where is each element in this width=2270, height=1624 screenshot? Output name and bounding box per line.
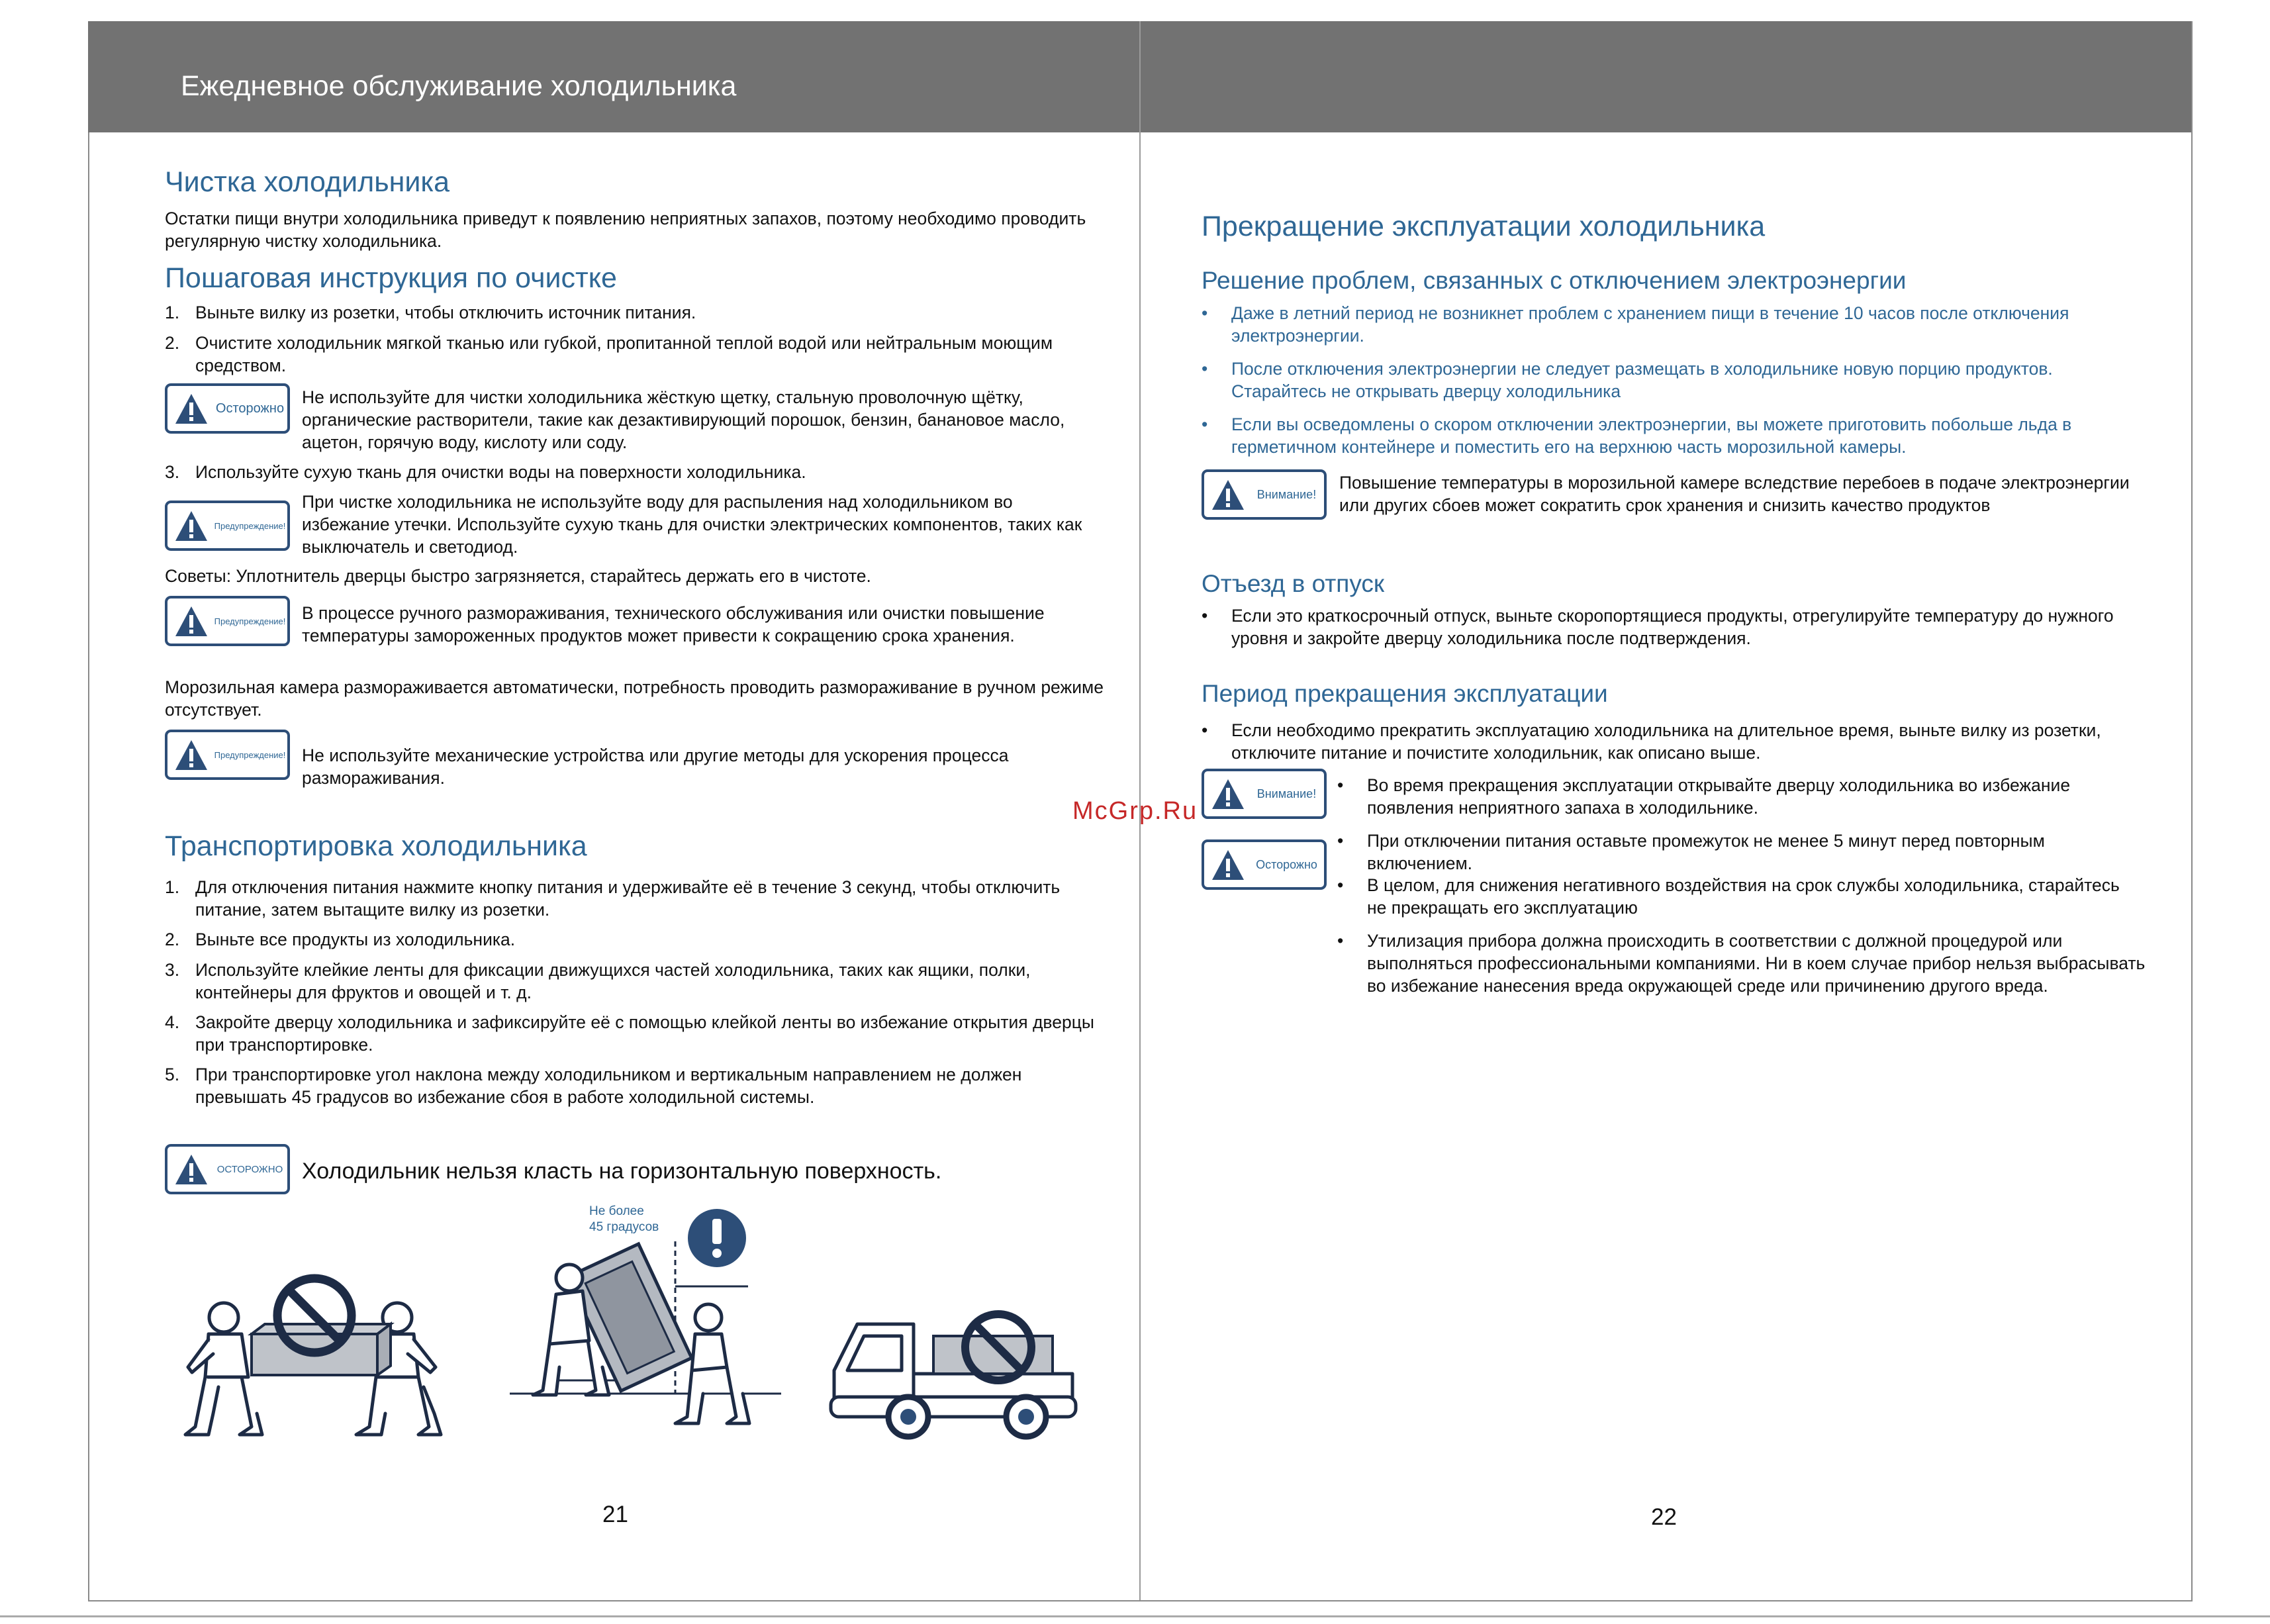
warning-badge: Предупреждение! <box>165 501 290 551</box>
horizontal-caution-text: Холодильник нельзя класть на горизонтальную поверхность. <box>302 1159 942 1184</box>
defrost-text: Морозильная камера размораживается автоматически, потребность проводить размораживание в ручном режиме отсутствует. <box>165 677 1104 720</box>
attention-power-text: Повышение температуры в морозильной камере вследствие перебоев в подаче электроэнергии или других сбоев может сократить срок хранения и снизить качество продуктов <box>1339 473 2130 515</box>
warning-badge: Предупреждение! <box>165 730 290 780</box>
attention-badge: Внимание! <box>1202 769 1327 819</box>
section-title-transport: Транспортировка холодильника <box>165 830 587 862</box>
watermark: McGrp.Ru <box>1072 797 1198 825</box>
caution-badge: Осторожно <box>1202 839 1327 890</box>
page-number-right: 22 <box>1651 1504 1677 1530</box>
section-title-period: Период прекращения эксплуатации <box>1202 680 1608 707</box>
step-2: Очистите холодильник мягкой тканью или губкой, пропитанной теплой водой или нейтральным моющим средством. <box>195 333 1053 375</box>
angle-label-1: Не более <box>589 1204 644 1218</box>
power-bullet-2: После отключения электроэнергии не следует размещать в холодильнике новую порцию продуктов. Старайтесь не открывать дверцу холодильника <box>1231 359 2053 401</box>
warning-triangle-icon <box>174 393 209 426</box>
period-bullet-1: Если необходимо прекратить эксплуатацию холодильника на длительное время, выньте вилку из розетки, отключите питание и почистите холодильник, как описано выше. <box>1231 720 2101 763</box>
section-title-stop: Прекращение эксплуатации холодильника <box>1202 211 1766 242</box>
transport-step-2: Выньте все продукты из холодильника. <box>195 930 516 949</box>
transport-step-1: Для отключения питания нажмите кнопку питания и удерживайте её в течение 3 секунд, чтобы отключить питание, затем вытащите вилку из розетки. <box>195 877 1061 920</box>
vacation-bullet-1: Если это краткосрочный отпуск, выньте скоропортящиеся продукты, отрегулируйте температуру до нужного уровня и закройте дверцу холодильника после подтверждения. <box>1231 606 2114 648</box>
section-title-power: Решение проблем, связанных с отключением электроэнергии <box>1202 267 1907 294</box>
warning-2-text: В процессе ручного размораживания, технического обслуживания или очистки повышение температуры замороженных продуктов может привести к сокращению срока хранения. <box>302 603 1045 645</box>
warning-triangle-icon <box>174 605 209 638</box>
tilt-45-degrees-illustration <box>510 1202 781 1447</box>
caution-1-text: Не используйте для чистки холодильника жёсткую щетку, стальную проволочную щётку, органические растворители, такие как дезактивирующий порошок, бензин, банановое масло, ацетон, горячую воду, кислоту или соду. <box>302 387 1065 452</box>
period-sub-1: Во время прекращения эксплуатации открывайте дверцу холодильника во избежание появления неприятного запаха в холодильнике. <box>1367 775 2071 818</box>
header-title: Ежедневное обслуживание холодильника <box>181 70 737 102</box>
transport-step-4: Закройте дверцу холодильника и зафиксируйте её с помощью клейкой ленты во избежание открытия дверцы при транспортировке. <box>195 1012 1094 1055</box>
warning-1-text: При чистке холодильника не используйте воду для распыления над холодильником во избежание утечки. Используйте сухую ткань для очистки электрических компонентов, таких как выключатель и светодиод. <box>302 492 1082 557</box>
section-title-cleaning: Чистка холодильника <box>165 166 450 198</box>
carry-horizontal-prohibited-illustration <box>179 1261 444 1447</box>
power-bullet-1: Даже в летний период не возникнет проблем с хранением пищи в течение 10 часов после отключения электроэнергии. <box>1231 303 2069 346</box>
angle-label-2: 45 градусов <box>589 1220 659 1234</box>
truck-prohibited-illustration <box>828 1291 1079 1450</box>
step-1: Выньте вилку из розетки, чтобы отключить источник питания. <box>195 303 696 322</box>
period-sub-3: В целом, для снижения негативного воздействия на срок службы холодильника, старайтесь не прекращать его эксплуатацию <box>1367 875 2120 918</box>
warning-triangle-icon <box>174 510 209 543</box>
attention-badge: Внимание! <box>1202 469 1327 520</box>
warning-triangle-icon <box>174 1153 209 1186</box>
step-3: Используйте сухую ткань для очистки воды на поверхности холодильника. <box>195 462 806 482</box>
period-sub-2: При отключении питания оставьте промежуток не менее 5 минут перед повторным включением. <box>1367 831 2045 873</box>
section-title-vacation: Отъезд в отпуск <box>1202 570 1385 597</box>
transport-step-5: При транспортировке угол наклона между холодильником и вертикальным направлением не должен превышать 45 градусов во избежание сбоя в работе холодильной системы. <box>195 1065 1022 1107</box>
period-sub-4: Утилизация прибора должна происходить в соответствии с должной процедурой или выполняться профессиональными компаниями. Ни в коем случае прибор нельзя выбрасывать во избежание нанесения вреда окружающей среде или причинению другого вреда. <box>1367 931 2146 996</box>
warning-badge: Предупреждение! <box>165 596 290 646</box>
section-title-steps: Пошаговая инструкция по очистке <box>165 262 617 294</box>
transport-step-3: Используйте клейкие ленты для фиксации движущихся частей холодильника, таких как ящики, полки, контейнеры для фруктов и овощей и т. д. <box>195 960 1031 1002</box>
cleaning-intro: Остатки пищи внутри холодильника приведут к появлению неприятных запахов, поэтому необходимо проводить регулярную чистку холодильника. <box>165 209 1086 251</box>
page-number-left: 21 <box>602 1502 628 1527</box>
warning-3-text: Не используйте механические устройства или другие методы для ускорения процесса размораживания. <box>302 745 1009 788</box>
caution-badge: ОСТОРОЖНО <box>165 1144 290 1194</box>
tip-text: Советы: Уплотнитель дверцы быстро загрязняется, старайтесь держать его в чистоте. <box>165 566 871 586</box>
warning-triangle-icon <box>174 739 209 772</box>
warning-triangle-icon <box>1211 849 1245 882</box>
power-bullet-3: Если вы осведомлены о скором отключении электроэнергии, вы можете приготовить побольше льда в герметичном контейнере и поместить его на верхнюю часть морозильной камеры. <box>1231 414 2072 457</box>
caution-badge: Осторожно <box>165 383 290 434</box>
warning-triangle-icon <box>1211 479 1245 512</box>
bottom-rule <box>0 1615 2270 1617</box>
warning-triangle-icon <box>1211 778 1245 811</box>
